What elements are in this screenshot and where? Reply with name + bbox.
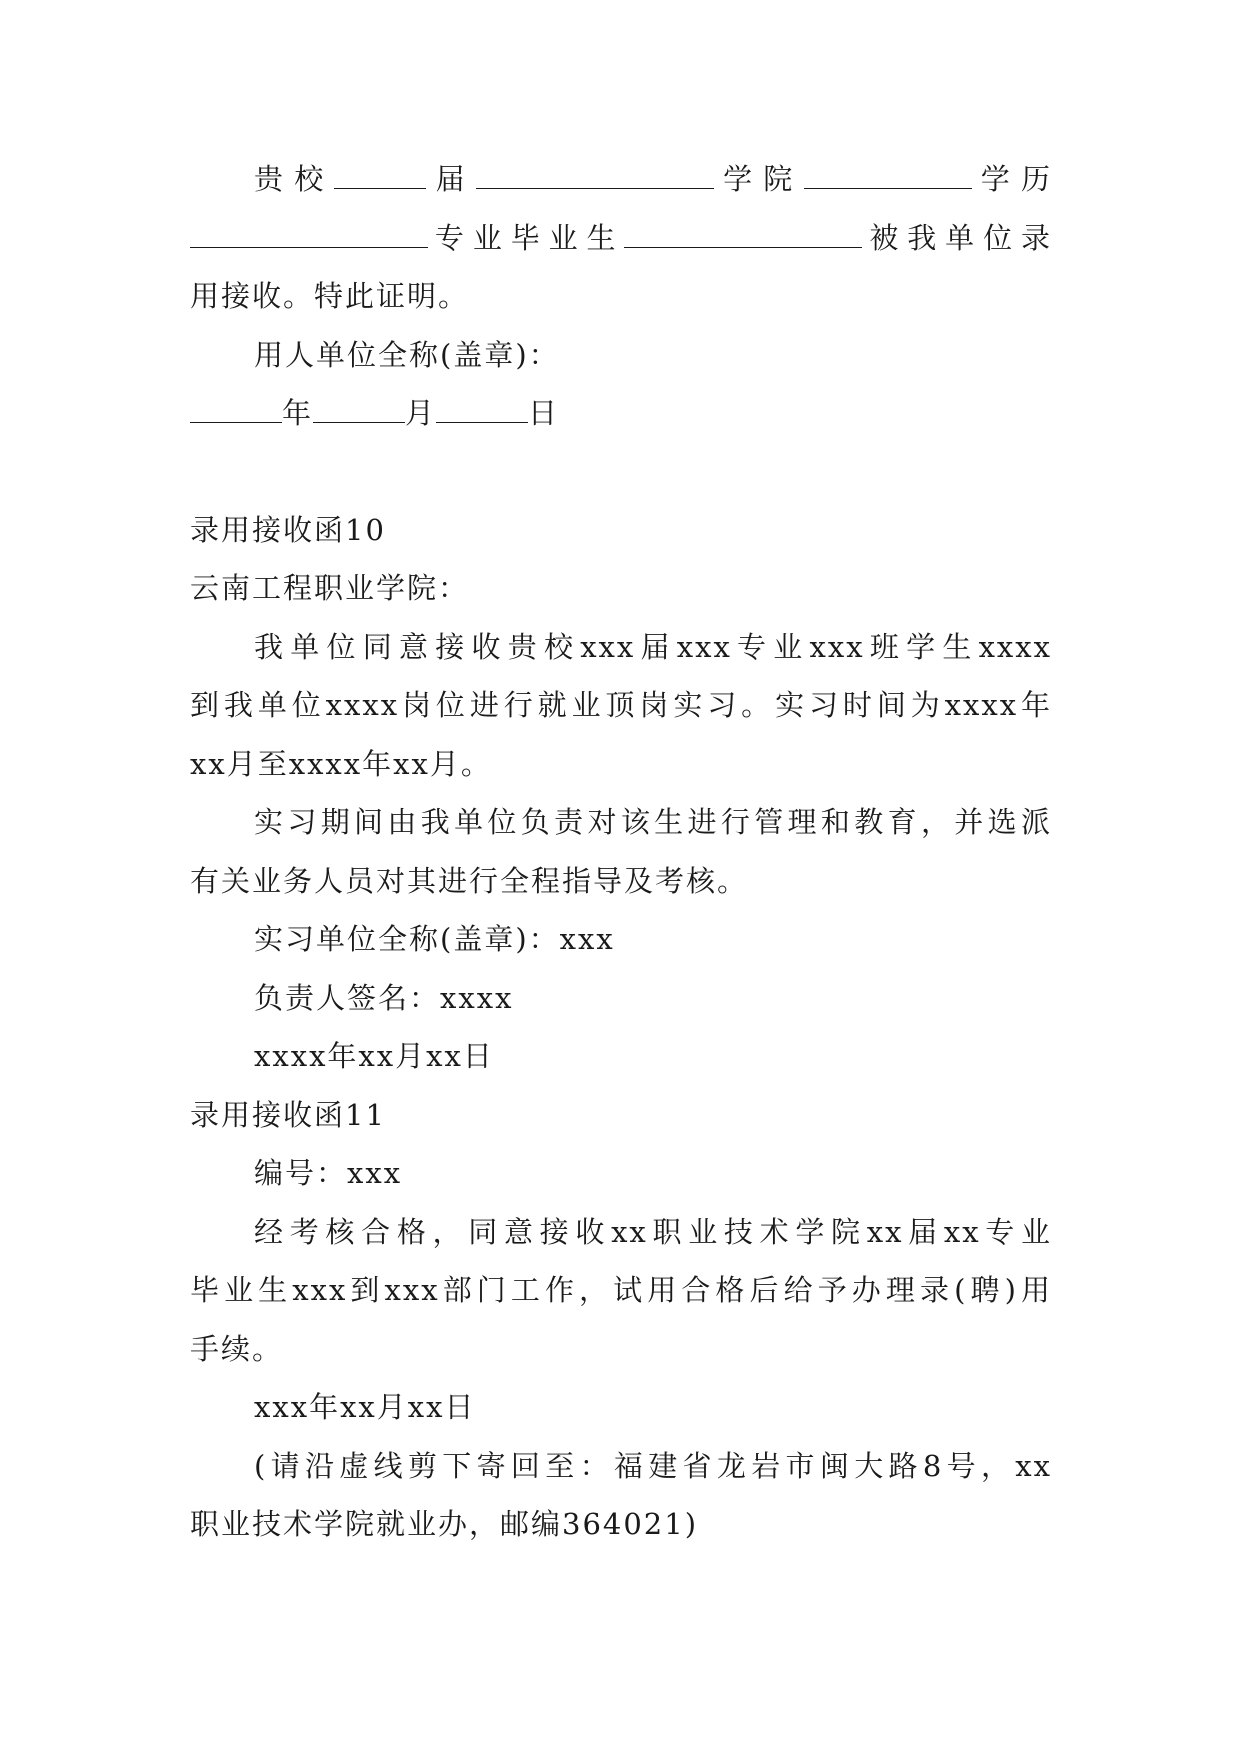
text-segment: 月: [405, 396, 437, 430]
letter10-date: xxxx年xx月xx日: [254, 1039, 494, 1073]
letter11-note-line1: (请沿虚线剪下寄回至：福建省龙岩市闽大路8号，xx: [254, 1448, 1052, 1483]
letter10-body1-line1: 我单位同意接收贵校xxx届xxx专业xxx班学生xxxx: [254, 629, 1052, 664]
text-segment: 贵校: [254, 162, 335, 196]
letter10-body2-line2: 有关业务人员对其进行全程指导及考核。: [190, 863, 749, 898]
cert-line-3: 用接收。特此证明。: [190, 279, 470, 313]
letter10-body1-line2: 到我单位xxxx岗位进行就业顶岗实习。实习时间为xxxx年: [190, 688, 1052, 722]
spacer: [190, 443, 1052, 501]
cert-employer-stamp: 用人单位全称(盖章)：: [254, 337, 560, 372]
letter11-body-line3: 手续。: [190, 1331, 284, 1366]
text-segment: 学院: [713, 162, 804, 196]
text-segment: 日: [528, 396, 560, 430]
letter10-body2-line1: 实习期间由我单位负责对该生进行管理和教育，并选派: [254, 805, 1052, 839]
text-segment: 学历: [971, 162, 1052, 196]
letter10-unit-stamp: 实习单位全称(盖章)：xxx: [254, 922, 615, 956]
blank-line: [436, 396, 528, 423]
document-page: [190, 150, 1052, 1554]
blank-line: [476, 162, 714, 189]
blank-line: [313, 396, 405, 423]
blank-line: [190, 221, 428, 248]
letter11-number: 编号：xxx: [254, 1156, 403, 1190]
letter10-title: 录用接收函10: [190, 512, 386, 547]
letter10-signer: 负责人签名：xxxx: [254, 980, 514, 1015]
letter10-recipient: 云南工程职业学院：: [190, 571, 470, 605]
blank-line: [804, 162, 972, 189]
letter11-date: xxx年xx月xx日: [254, 1390, 476, 1424]
letter11-body-line1: 经考核合格，同意接收xx职业技术学院xx届xx专业: [254, 1214, 1052, 1249]
blank-line: [190, 396, 282, 423]
letter11-title: 录用接收函11: [190, 1097, 386, 1132]
cert-date-line: [190, 384, 1052, 443]
cert-line-1: [190, 150, 1052, 209]
letter10-body1-line3: xx月至xxxx年xx月。: [190, 746, 492, 781]
cert-line-2: [190, 209, 1052, 268]
letter11-note-line2: 职业技术学院就业办，邮编364021): [190, 1507, 699, 1541]
text-segment: 年: [282, 396, 314, 430]
text-segment: 届: [426, 162, 476, 196]
text-segment: 专业毕业生: [428, 220, 625, 255]
text-segment: 被我单位录: [862, 220, 1052, 255]
blank-line: [334, 162, 426, 189]
letter11-body-line2: 毕业生xxx到xxx部门工作，试用合格后给予办理录(聘)用: [190, 1273, 1052, 1307]
blank-line: [624, 221, 862, 248]
